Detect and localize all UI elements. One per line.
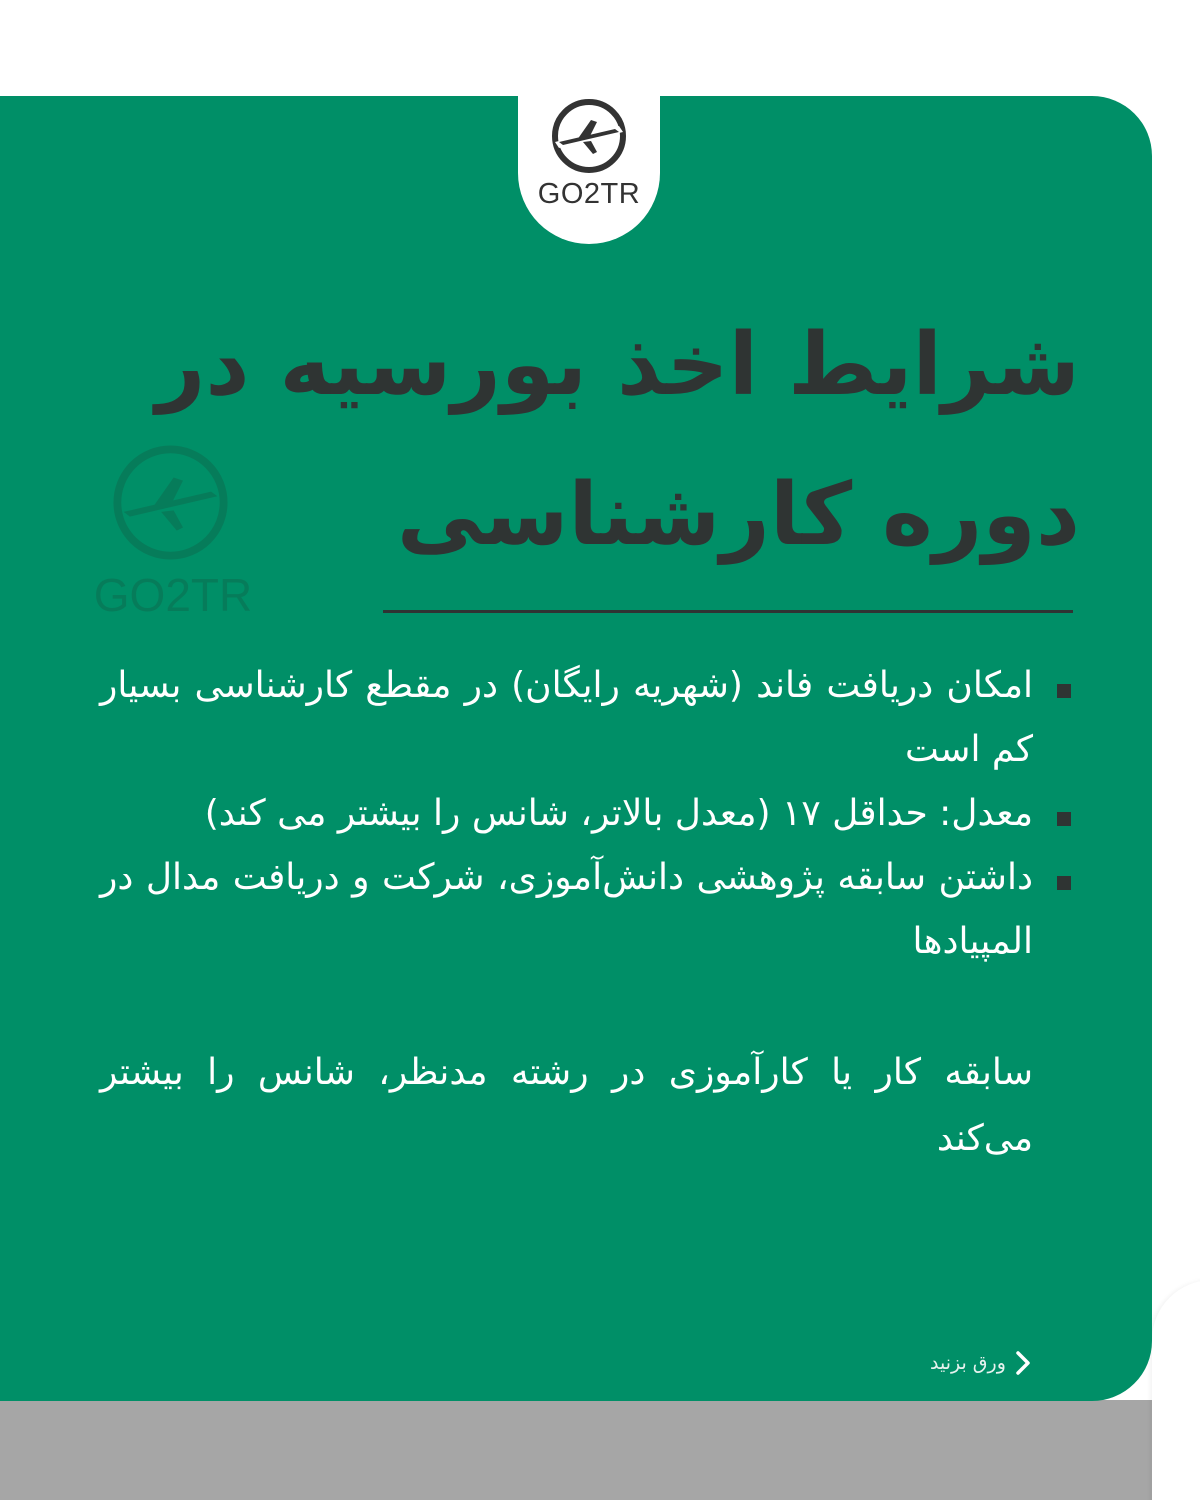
title-line-2: دوره کارشناسی (396, 465, 1080, 565)
list-item (100, 654, 1085, 782)
brand-name: GO2TR (537, 178, 641, 210)
square-bullet-icon (1057, 684, 1071, 698)
page-title (90, 290, 1080, 590)
square-bullet-icon (1057, 812, 1071, 826)
logo-badge (518, 50, 660, 244)
list-item-text: امکان دریافت فاند (شهریه رایگان) در مقطع کارشناسی بسیار کم است (100, 665, 1033, 770)
list-item (100, 846, 1085, 974)
list-item-text: معدل: حداقل ۱۷ (معدل بالاتر، شانس را بیشتر می کند) (204, 793, 1033, 834)
experience-note: سابقه کار یا کارآموزی در رشته مدنظر، شانس را بیشتر می‌کند (100, 1052, 1033, 1159)
conditions-list (100, 654, 1085, 974)
bottom-band (0, 1400, 1160, 1500)
chevron-right-icon (1014, 1350, 1032, 1376)
list-item-text: داشتن سابقه پژوهشی دانش‌آموزی، شرکت و دریافت مدال در المپیادها (100, 857, 1033, 962)
list-item (100, 782, 1085, 846)
next-page-edge (1152, 1280, 1200, 1500)
swipe-label: ورق بزنید (930, 1352, 1006, 1374)
title-line-1: شرایط اخذ بورسیه در (155, 315, 1080, 415)
watermark-text: GO2TR (93, 569, 253, 621)
square-bullet-icon (1057, 876, 1071, 890)
title-divider (383, 610, 1073, 613)
swipe-hint[interactable] (930, 1346, 1090, 1380)
airplane-globe-icon (549, 96, 629, 176)
